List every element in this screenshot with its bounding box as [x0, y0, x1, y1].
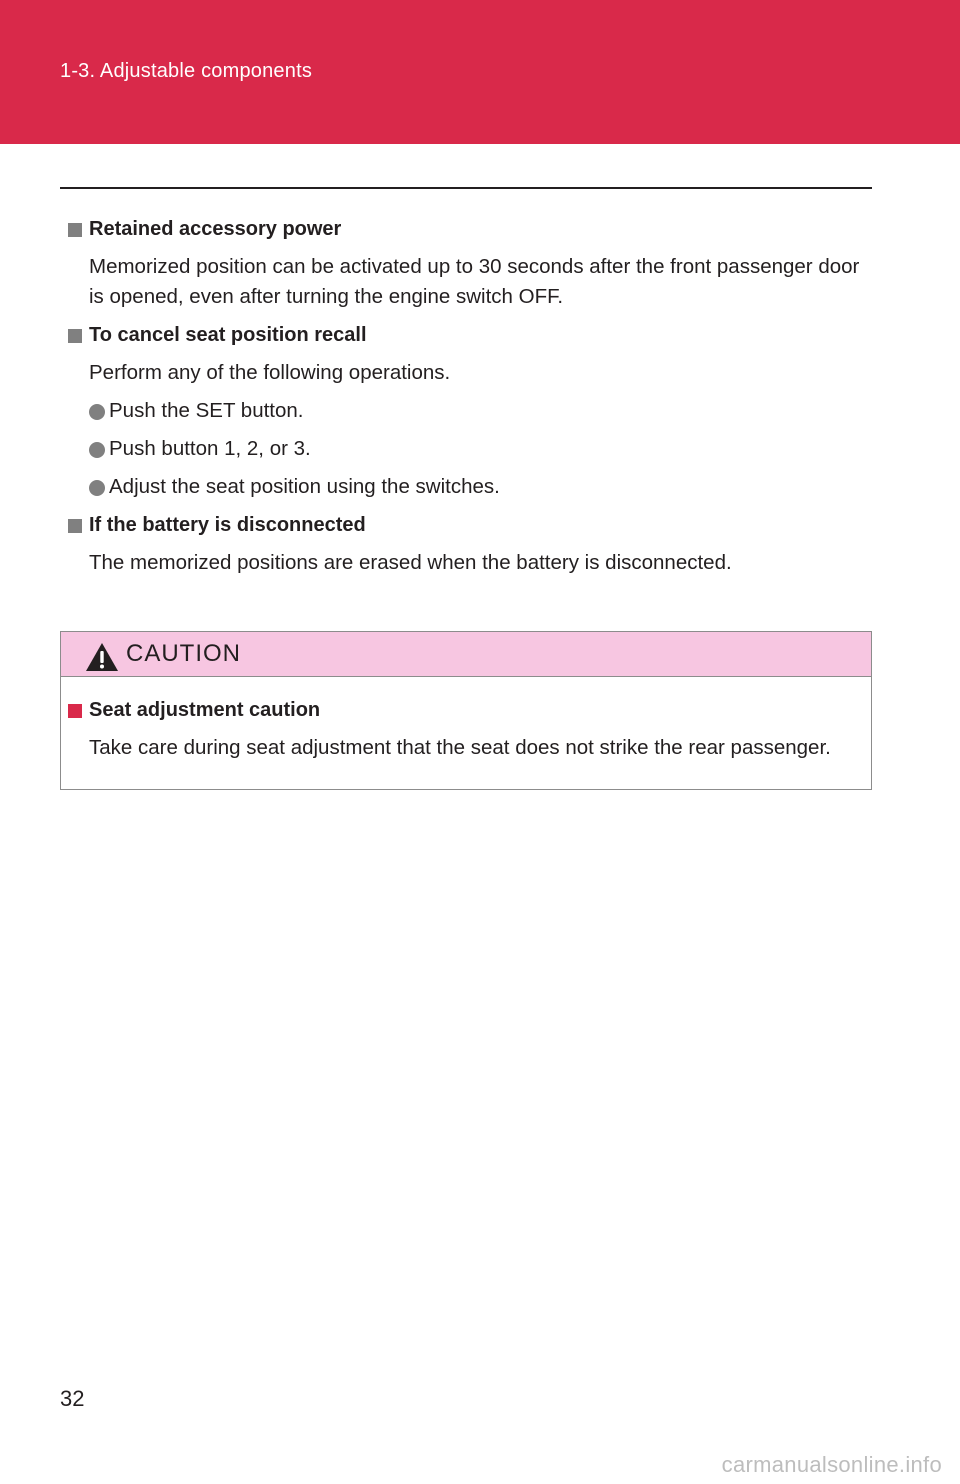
caution-paragraph: Take care during seat adjustment that the seat does not strike the rear passenger.: [89, 736, 831, 759]
section-battery-disconnected: [68, 510, 868, 578]
main-content: [68, 214, 868, 578]
list-item-text: Push button 1, 2, or 3.: [109, 437, 311, 460]
section-paragraph: Memorized position can be activated up to 30 seconds after the front passenger door is opened, even after turning the engine switch OFF.: [89, 255, 860, 308]
section-heading: To cancel seat position recall: [89, 324, 367, 346]
square-bullet-icon: [68, 223, 82, 237]
section-retained-power: [68, 214, 868, 312]
circle-bullet-icon: [89, 480, 105, 496]
list-item-text: Push the SET button.: [109, 399, 304, 422]
list-item: [89, 434, 868, 464]
watermark: carmanualsonline.info: [721, 1452, 942, 1477]
section-title: 1-3. Adjustable components: [60, 60, 313, 82]
caution-body: [61, 677, 871, 763]
circle-bullet-icon: [89, 442, 105, 458]
section-heading: Retained accessory power: [89, 218, 342, 240]
warning-triangle-icon: [85, 642, 119, 672]
section-paragraph: The memorized positions are erased when the battery is disconnected.: [89, 551, 732, 574]
header-divider: [60, 187, 872, 189]
page-number: 32: [60, 1386, 85, 1411]
list-item: [89, 396, 868, 426]
list-item-text: Adjust the seat position using the switches.: [109, 475, 500, 498]
caution-box: [60, 631, 872, 790]
caution-header: [61, 632, 871, 677]
caution-heading: Seat adjustment caution: [89, 699, 321, 721]
square-bullet-icon: [68, 704, 82, 718]
section-heading: If the battery is disconnected: [89, 514, 366, 536]
square-bullet-icon: [68, 519, 82, 533]
square-bullet-icon: [68, 329, 82, 343]
caution-label: CAUTION: [126, 640, 241, 667]
circle-bullet-icon: [89, 404, 105, 420]
list-item: [89, 472, 868, 502]
section-paragraph: Perform any of the following operations.: [89, 361, 451, 384]
section-cancel-recall: [68, 320, 868, 502]
